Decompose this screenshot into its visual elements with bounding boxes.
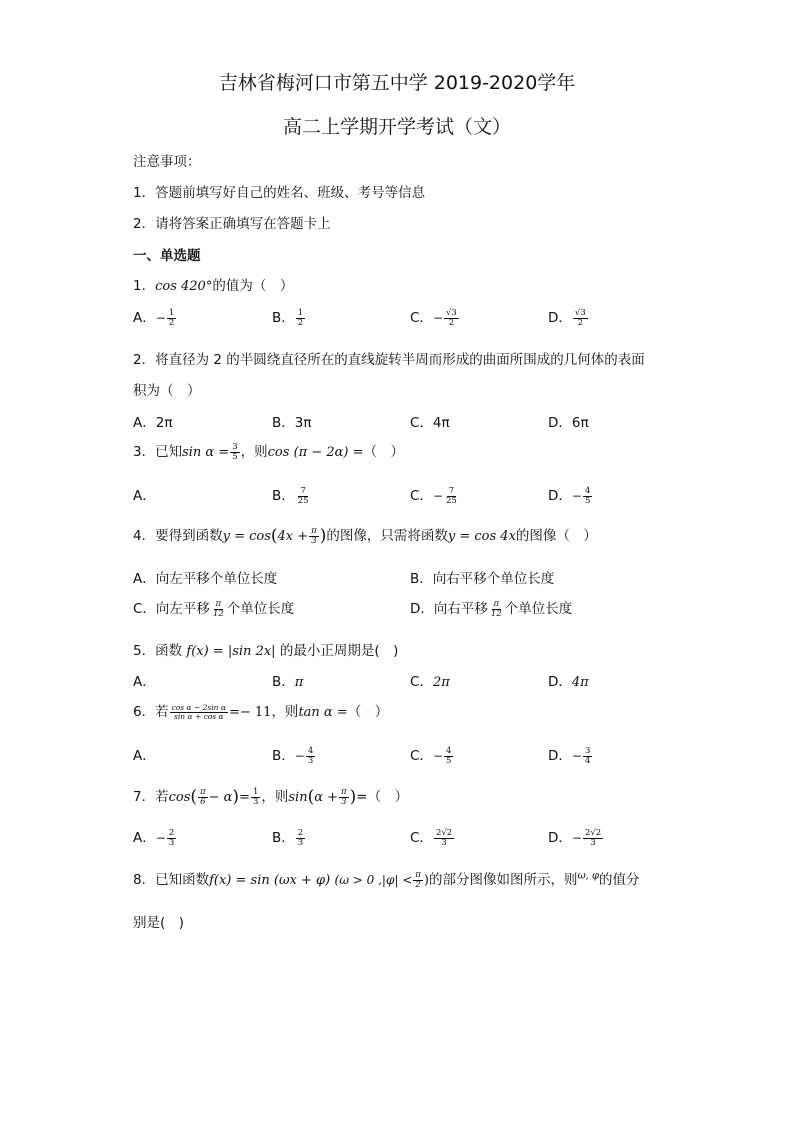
denominator: 5 — [232, 451, 238, 462]
q4-function-1: y = cos — [222, 529, 271, 544]
option-label: C． — [410, 310, 433, 326]
numerator: 3 — [584, 745, 591, 756]
section-heading: 一、单选题 — [133, 248, 201, 264]
option-text: D．向右平移 — [410, 601, 488, 617]
q2-option-c: C．4π — [410, 415, 450, 431]
q7-prefix: 7．若 — [133, 789, 169, 805]
option-label: B． — [272, 748, 295, 764]
option-label: B． — [272, 488, 295, 504]
numerator: 1 — [168, 307, 175, 318]
numerator: 3 — [232, 441, 238, 452]
q1-option-c — [410, 306, 460, 327]
option-label: D． — [548, 830, 572, 846]
q5-option-c — [410, 670, 450, 690]
q8-variables: ω, φ — [577, 870, 599, 882]
option-label: C． — [410, 488, 433, 504]
q8-middle-text: 的部分图像如图所示，则 — [428, 872, 578, 888]
numerator: π — [311, 525, 317, 536]
denominator: 25 — [446, 495, 457, 506]
option-text: C．向左平移 — [133, 601, 210, 617]
option-text: 个单位长度 — [504, 601, 573, 617]
q4-middle-text: 的图像，只需将函数 — [326, 528, 448, 544]
numerator: π — [200, 786, 206, 797]
q4-option-a: A．向左平移个单位长度 — [133, 571, 278, 587]
q8-suffix: 的值分 — [598, 872, 640, 888]
question-2-line-1: 2．将直径为 2 的半圆绕直径所在的直线旋转半周而形成的曲面所围成的几何体的表面 — [133, 352, 645, 368]
sign: − — [571, 831, 582, 845]
q3-cos-expression: cos (π − 2α) = — [267, 445, 364, 460]
numerator: π — [415, 869, 421, 880]
denominator: 3 — [297, 837, 304, 848]
numerator: 2√2 — [584, 827, 602, 838]
notice-item-2: 2．请将答案正确填写在答题卡上 — [133, 216, 331, 232]
q6-connector: ，则 — [271, 704, 299, 720]
q3-suffix: （ ） — [363, 444, 404, 460]
q4-option-b: B．向右平移个单位长度 — [410, 571, 555, 587]
question-4: 4．要得到函数y = cos(4x + $\frac{\pi}{3}$ )的图像，只需将函数y = cos 4x的图像（ ） — [133, 525, 597, 546]
option-label: D． — [548, 488, 572, 504]
q7-option-b — [272, 826, 306, 847]
numerator: π — [493, 598, 500, 609]
denominator: 2 — [297, 317, 304, 328]
option-label: B． — [272, 310, 295, 326]
question-7: 7．若cos( $\frac{\pi}{6}$ − α)= $\frac{1}{3}$ ，则sin(α + $\frac{\pi}{3}$ )=（ ） — [133, 786, 409, 807]
q4-option-c — [133, 597, 294, 618]
sign: − — [432, 749, 443, 763]
numerator: 2√2 — [435, 827, 453, 838]
q3-sin-expression: sin α = — [182, 445, 230, 460]
q7-sin: sin — [288, 790, 308, 805]
q3-option-c — [410, 484, 460, 505]
q4-function-2: y = cos 4x — [447, 529, 516, 544]
denominator: 12 — [212, 608, 224, 619]
q6-prefix: 6．若 — [133, 704, 169, 720]
denominator: 3 — [168, 837, 175, 848]
q7-option-a — [133, 826, 177, 847]
question-5 — [133, 639, 398, 659]
numerator: 4 — [584, 485, 591, 496]
q3-option-a: A． — [133, 488, 156, 504]
q1-number: 1． — [133, 278, 156, 294]
sign: − — [294, 749, 305, 763]
q1-option-d — [548, 306, 589, 327]
q6-option-d — [548, 744, 593, 765]
q1-expression: cos 420° — [155, 279, 213, 294]
q5-option-a: A． — [133, 674, 156, 690]
q1-option-a — [133, 306, 177, 327]
q8-condition-close: ) — [423, 873, 429, 888]
q3-option-b — [272, 484, 312, 505]
q8-function: f(x) = sin (ωx + φ) — [209, 873, 331, 888]
q5-prefix: 5．函数 — [133, 643, 183, 659]
q5-expression: f(x) = |sin 2x| — [186, 644, 276, 659]
numerator: √3 — [574, 307, 586, 318]
q1-option-b — [272, 306, 306, 327]
numerator: 7 — [448, 485, 455, 496]
numerator: 7 — [300, 485, 306, 496]
q5-option-b — [272, 670, 303, 690]
option-label: B． — [272, 830, 295, 846]
notice-heading: 注意事项： — [133, 154, 201, 170]
numerator: 1 — [252, 786, 259, 797]
option-value: 4π — [571, 675, 589, 690]
option-label: D． — [548, 674, 572, 690]
denominator: 3 — [590, 837, 596, 848]
option-label: D． — [548, 748, 572, 764]
q2-option-d: D．6π — [548, 415, 589, 431]
q2-option-a: A．2π — [133, 415, 173, 431]
denominator: 3 — [307, 755, 314, 766]
denominator: 2 — [168, 317, 175, 328]
denominator: 2 — [448, 317, 455, 328]
question-6 — [133, 700, 388, 720]
sign: − — [155, 311, 166, 325]
denominator: 4 — [584, 755, 591, 766]
q3-prefix: 3．已知 — [133, 444, 183, 460]
q7-option-d — [548, 826, 604, 847]
q4-function-1-arg: 4x + — [277, 529, 309, 544]
option-value: 2π — [432, 675, 450, 690]
numerator: √3 — [446, 307, 457, 318]
q6-option-b — [272, 744, 316, 765]
numerator: 4 — [446, 745, 452, 756]
q6-equals: =− 11 — [228, 705, 272, 720]
q7-sin-arg: α + — [314, 790, 339, 805]
question-8-line-1 — [133, 868, 639, 889]
question-1 — [133, 274, 293, 294]
question-2-line-2: 积为（ ） — [133, 383, 201, 399]
q4-option-d — [410, 597, 572, 618]
q7-option-c — [410, 826, 455, 847]
q7-cos-arg: − α — [208, 790, 233, 805]
option-label: A． — [133, 830, 156, 846]
q7-connector: ，则 — [261, 789, 289, 805]
denominator: 3 — [311, 535, 317, 546]
numerator: cos α − 2sin α — [171, 702, 226, 712]
denominator: 5 — [584, 495, 591, 506]
notice-item-1: 1．答题前填写好自己的姓名、班级、考号等信息 — [133, 185, 426, 201]
q2-option-b: B．3π — [272, 415, 312, 431]
denominator: 3 — [441, 837, 447, 848]
option-label: C． — [410, 830, 433, 846]
denominator: 5 — [446, 755, 452, 766]
option-label: A． — [133, 310, 156, 326]
q7-equals: = — [239, 790, 250, 805]
q5-suffix: 的最小正周期是( ) — [279, 643, 399, 659]
q3-option-d — [548, 484, 593, 505]
numerator: π — [215, 598, 222, 609]
numerator: 1 — [297, 307, 304, 318]
q6-expression: tan α = — [298, 705, 348, 720]
numerator: 2 — [297, 827, 304, 838]
q6-option-a: A． — [133, 748, 156, 764]
numerator: 2 — [168, 827, 175, 838]
q5-option-d — [548, 670, 589, 690]
option-label: C． — [410, 674, 433, 690]
question-8-line-2: 别是( ) — [133, 915, 185, 931]
sign: − — [155, 831, 166, 845]
option-text: 个单位长度 — [226, 601, 295, 617]
denominator: 25 — [297, 495, 309, 506]
denominator: 12 — [490, 608, 502, 619]
q7-suffix: =（ ） — [356, 789, 409, 805]
denominator: 2 — [415, 879, 421, 890]
denominator: 2 — [577, 317, 584, 328]
q6-suffix: （ ） — [347, 704, 389, 720]
q8-prefix: 8．已知函数 — [133, 872, 210, 888]
sign: − — [571, 489, 582, 503]
q6-option-c — [410, 744, 454, 765]
q4-prefix: 4．要得到函数 — [133, 528, 223, 544]
sign: − — [432, 311, 443, 325]
q4-suffix: 的图像（ ） — [515, 528, 597, 544]
numerator: π — [341, 786, 347, 797]
denominator: 3 — [341, 796, 347, 807]
q7-cos: cos — [168, 790, 191, 805]
option-value: π — [294, 675, 304, 690]
title-line-2: 高二上学期开学考试（文） — [282, 116, 511, 138]
title-line-1: 吉林省梅河口市第五中学 2019-2020学年 — [218, 72, 576, 94]
option-label: C． — [410, 748, 433, 764]
denominator: 6 — [200, 796, 206, 807]
sign: − — [432, 489, 443, 503]
sign: − — [571, 749, 582, 763]
q1-text: 的值为（ ） — [212, 278, 294, 294]
q8-condition: (ω > 0 ,|φ| < — [334, 873, 413, 887]
q3-connector: ，则 — [240, 444, 268, 460]
option-label: D． — [548, 310, 572, 326]
denominator: 3 — [252, 796, 259, 807]
option-label: B． — [272, 674, 295, 690]
question-3 — [133, 440, 404, 461]
denominator: sin α + cos α — [173, 711, 224, 721]
numerator: 4 — [307, 745, 314, 756]
